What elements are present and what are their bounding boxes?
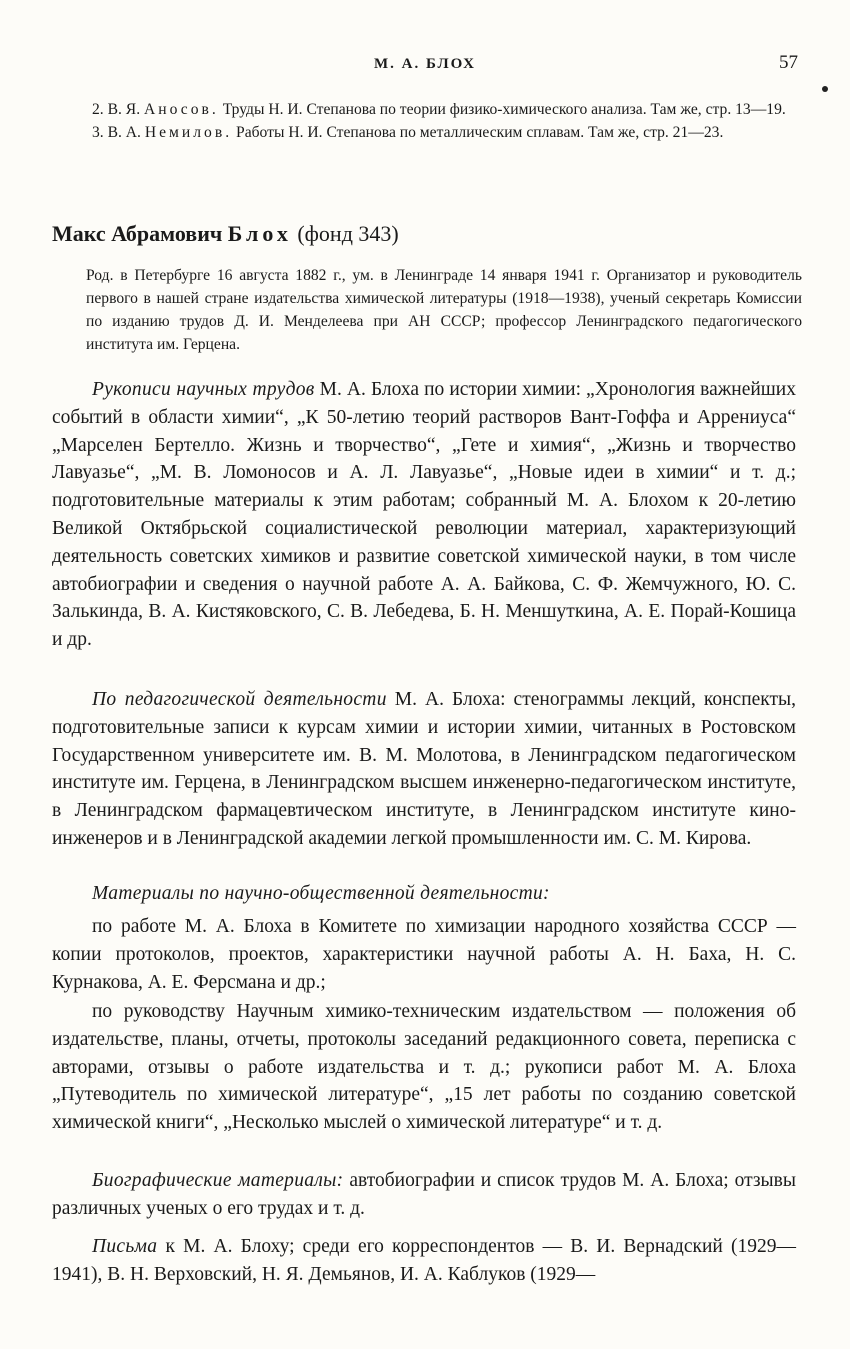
heading-fond: (фонд 343)	[297, 221, 399, 246]
paragraph-public-activity: Материалы по научно-общественной деятельности:	[92, 883, 550, 904]
reference-list	[52, 98, 804, 144]
page-header	[0, 52, 850, 78]
paragraph-letters: Письма к М. А. Блоху; среди его корреспондентов — В. И. Вернадский (1929—1941), В. Н. Верховский, Н. Я. Демьянов, И. А. Каблуков (1929—	[52, 1236, 796, 1285]
running-title: М. А. БЛОХ	[373, 56, 477, 72]
paragraph-publishing: по руководству Научным химико-техническим издательством — положения об издательстве, планы, отчеты, протоколы заседаний редакционного совета, переписка с авторами, отзывы о работе издательства и т. д.; рукописи работ М. А. Блоха „Путеводитель по химической литературе“, „15 лет работы по созданию советской химической книги“, „Несколько мыслей о химической литературе“ и т. д.	[52, 1001, 796, 1134]
paragraph-manuscripts: Рукописи научных трудов М. А. Блоха по истории химии: „Хронология важнейших событий в области химии“, „К 50-летию теорий растворов Вант-Гоффа и Аррениуса“ „Марселен Бертелло. Жизнь и творчество“, „Гете и химия“, „Жизнь и творчество Лавуазье“, „М. В. Ломоносов и А. Л. Лавуазье“, „Новые идеи в химии“ и т. д.; подготовительные материалы к этим работам; собранный М. А. Блохом к 20-летию Великой Октябрьской социалистической революции материал, характеризующий деятельность советских химиков и развитие советской химической науки, в том числе автобиографии и сведения о научной работе А. А. Байкова, С. Ф. Жемчужного, Ю. С. Залькинда, В. А. Кистяковского, С. В. Лебедева, Б. Н. Меншуткина, А. Е. Порай-Кошица и др.	[52, 379, 796, 651]
heading-surname: Блох	[227, 221, 292, 246]
reference-text: Работы Н. И. Степанова по металлическим сплавам. Там же, стр. 21—23.	[236, 124, 724, 141]
heading-name: Макс Абрамович	[52, 221, 223, 246]
reference-author: Немилов.	[144, 124, 233, 141]
reference-text: Труды Н. И. Степанова по теории физико-химического анализа. Там же, стр. 13—19.	[222, 101, 786, 118]
reference-item: 2. В. Я. Аносов. Труды Н. И. Степанова по теории физико-химического анализа. Там же, стр. 13—19.	[92, 101, 786, 118]
page-number: 57	[779, 52, 798, 73]
margin-dot	[822, 86, 828, 92]
paragraph-chemization: по работе М. А. Блоха в Комитете по химизации народного хозяйства СССР — копии протоколов, проектов, характеристики научной работы А. Н. Баха, Н. С. Курнакова, А. Е. Ферсмана и др.;	[52, 916, 796, 993]
paragraph-biographical: Биографические материалы: автобиографии и список трудов М. А. Блоха; отзывы различных ученых о его трудах и т. д.	[52, 1170, 796, 1219]
paragraph-pedagogy: По педагогической деятельности М. А. Блоха: стенограммы лекций, конспекты, подготовительные записи к курсам химии и истории химии, читанных в Ростовском Государственном университете им. В. М. Молотова, в Ленинградском педагогическом институте им. Герцена, в Ленинградском высшем инженерно-педагогическом институте, в Ленинградском фармацевтическом институте, в Ленинградском институте кино-инженеров и в Ленинградской академии легкой промышленности им. С. М. Кирова.	[52, 689, 796, 849]
reference-item: 3. В. А. Немилов. Работы Н. И. Степанова по металлическим сплавам. Там же, стр. 21—23.	[92, 124, 724, 141]
reference-author: Аносов.	[144, 101, 219, 118]
section-heading	[52, 221, 399, 247]
biography-note: Род. в Петербурге 16 августа 1882 г., ум. в Ленинграде 14 января 1941 г. Организатор и руководитель первого в нашей стране издательства химической литературы (1918—1938), ученый секретарь Комиссии по изданию трудов Д. И. Менделеева при АН СССР; профессор Ленинградского педагогического института им. Герцена.	[86, 267, 802, 353]
